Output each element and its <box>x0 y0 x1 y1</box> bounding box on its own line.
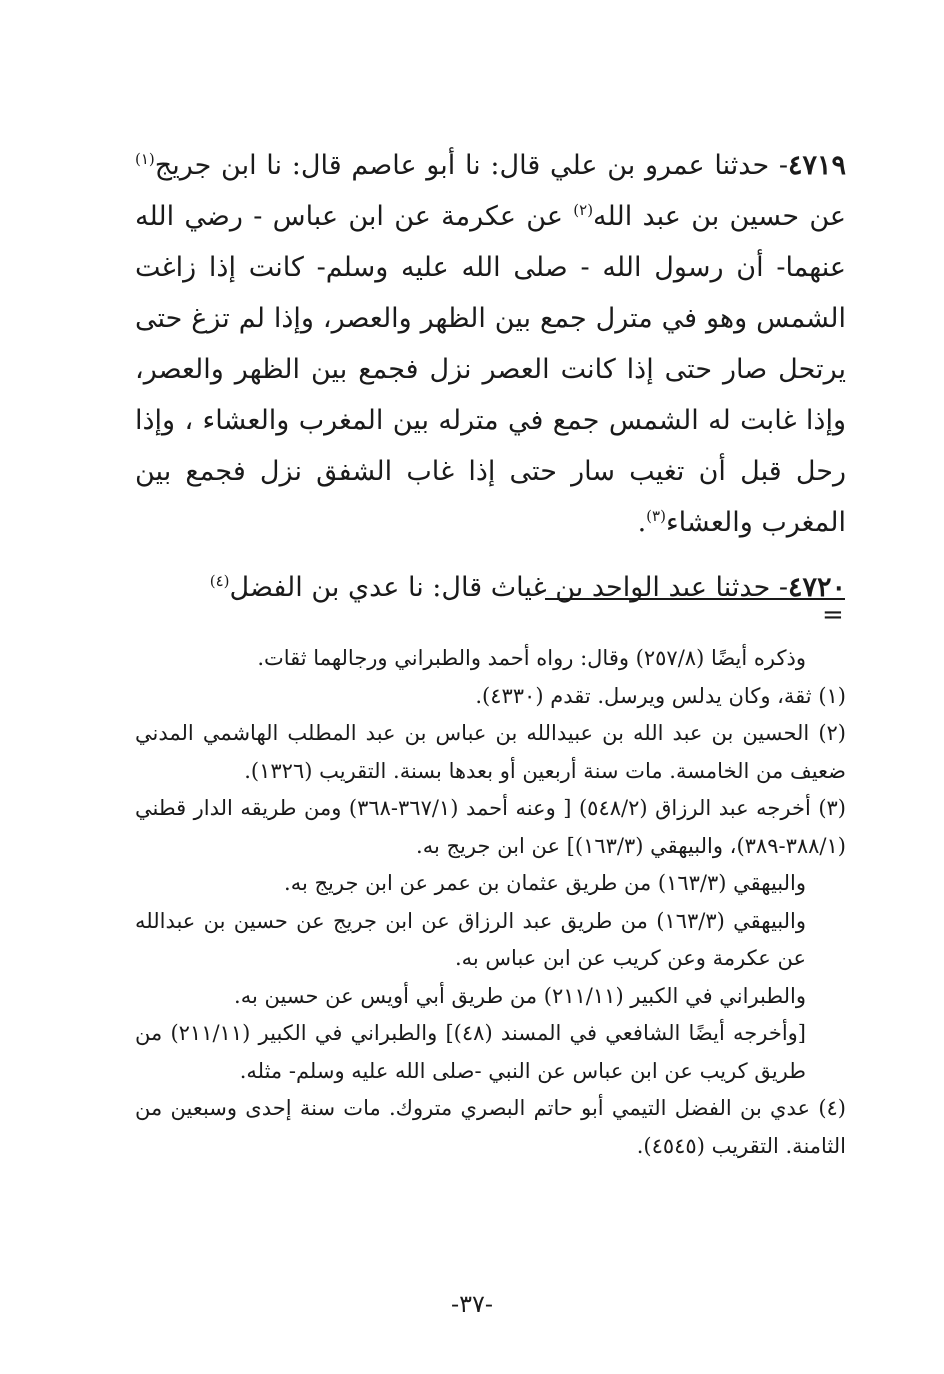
hadith-text: عن حسين بن عبد الله <box>593 201 846 232</box>
footnotes <box>135 640 846 1165</box>
footnote-1: (١) ثقة، وكان يدلس ويرسل. تقدم (٤٣٣٠). <box>475 683 846 708</box>
footnote-3-line: والطبراني في الكبير (٢١١/١١) من طريق أبي أويس عن حسين به. <box>234 983 806 1008</box>
footnote-ref: (٢) <box>573 201 594 219</box>
main-text <box>135 140 846 613</box>
hadith-text: - حدثنا عمرو بن علي قال: نا أبو عاصم قال: نا ابن جريج <box>154 150 788 181</box>
footnote-4: (٤) عدي بن الفضل التيمي أبو حاتم البصري متروك. مات سنة إحدى وسبعين من الثامنة. التقريب (٤٥٤٥). <box>135 1096 846 1158</box>
hadith-text: عن عكرمة عن ابن عباس - رضي الله عنهما- أن رسول الله - صلى الله عليه وسلم- كانت إذا زاغت الشمس وهو في مترل جمع بين الظهر والعصر، وإذا لم تزغ حتى يرتحل صار حتى إذا كانت العصر نزل فجمع بين الظهر والعصر، وإذا غابت له الشمس جمع في مترله بين المغرب والعشاء ، وإذا رحل قبل أن تغيب سار حتى إذا غاب الشفق نزل فجمع بين المغرب والعشاء <box>135 201 846 538</box>
hadith-text: . <box>637 507 647 538</box>
page-number: -٣٧- <box>451 1290 493 1318</box>
hadith-4719 <box>135 140 846 548</box>
footnote-continuation: وذكره أيضًا (٢٥٧/٨) وقال: رواه أحمد والطبراني ورجالهما ثقات. <box>257 646 806 670</box>
hadith-text: - حدثنا عبد الواحد بن غياث قال: نا عدي بن الفضل <box>229 572 788 603</box>
footnote-2: (٢) الحسين بن عبد الله بن عبيدالله بن عباس بن عبد المطلب الهاشمي المدني ضعيف من الخامسة. مات سنة أربعين أو بعدها بسنة. التقريب (١٣٢٦). <box>135 721 846 783</box>
footnote-ref: (١) <box>135 150 155 168</box>
hadith-number: ٤٧١٩ <box>787 150 846 181</box>
continuation-mark: = <box>822 600 844 630</box>
hadith-4720 <box>135 562 846 613</box>
footnote-3: (٣) أخرجه عبد الرزاق (٥٤٨/٢) [ وعنه أحمد (٣٦٧/١-٣٦٨) ومن طريقه الدار قطني (٣٨٨/١-٣٨٩)، والبيهقي (١٦٣/٣)] عن ابن جريج به. <box>135 796 846 858</box>
footnote-3-line: والبيهقي (١٦٣/٣) من طريق عبد الرزاق عن ابن جريج عن حسين بن عبدالله عن عكرمة وعن كريب عن ابن عباس به. <box>135 908 806 970</box>
footnote-separator <box>545 598 845 600</box>
footnote-3-line: والبيهقي (١٦٣/٣) من طريق عثمان بن عمر عن ابن جريج به. <box>284 871 806 895</box>
footnote-3-line: [وأخرجه أيضًا الشافعي في المسند (٤٨)] والطبراني في الكبير (٢١١/١١) من طريق كريب عن ابن عباس عن النبي -صلى الله عليه وسلم- مثله. <box>135 1021 806 1083</box>
footnote-ref: (٤) <box>209 572 230 590</box>
hadith-number: ٤٧٢٠ <box>787 572 846 603</box>
footnote-ref: (٣) <box>646 507 666 525</box>
